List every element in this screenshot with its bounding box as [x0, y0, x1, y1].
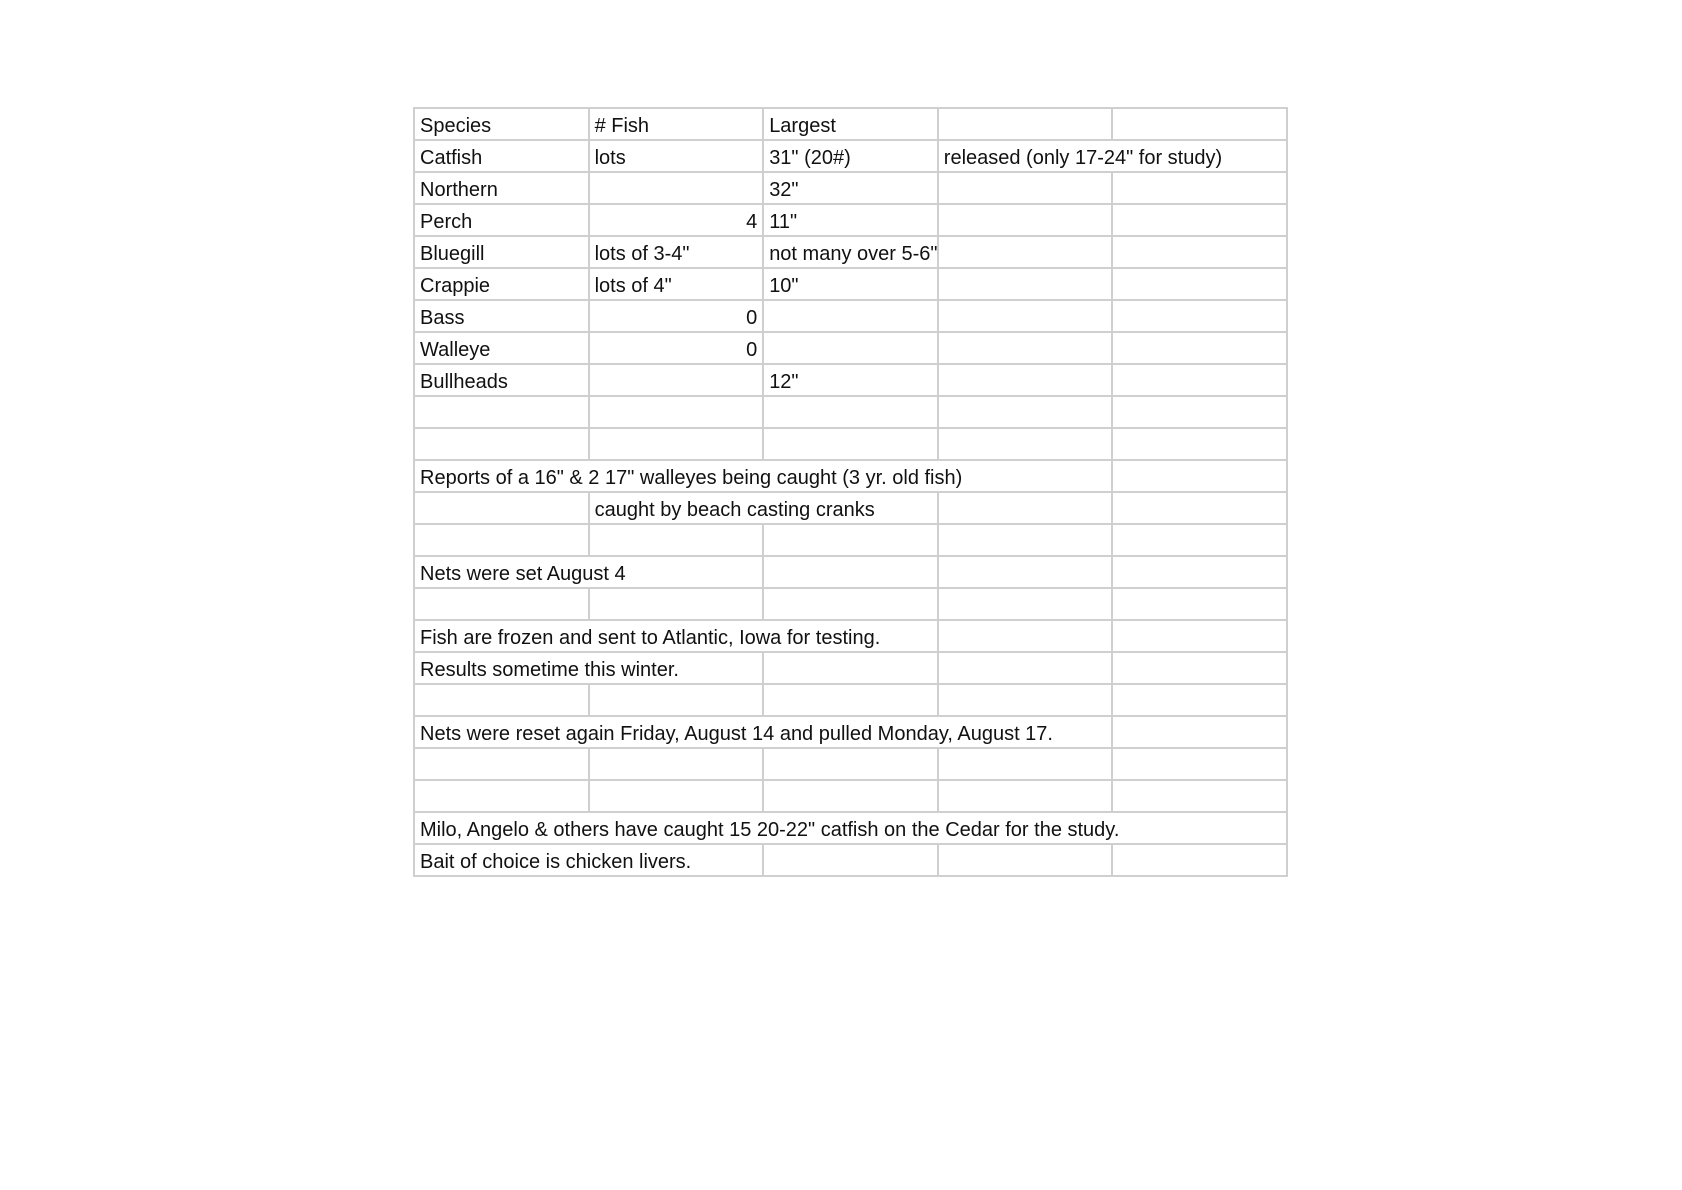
- table-cell[interactable]: 11": [763, 204, 938, 236]
- table-cell[interactable]: [1112, 268, 1287, 300]
- table-cell[interactable]: [589, 588, 764, 620]
- table-cell[interactable]: [589, 748, 764, 780]
- table-cell[interactable]: [1112, 652, 1287, 684]
- table-cell[interactable]: [763, 780, 938, 812]
- table-cell[interactable]: [589, 172, 764, 204]
- table-cell[interactable]: Results sometime this winter.: [414, 652, 763, 684]
- table-cell[interactable]: [589, 684, 764, 716]
- table-cell[interactable]: [763, 396, 938, 428]
- table-cell[interactable]: Bait of choice is chicken livers.: [414, 844, 763, 876]
- table-row: [414, 556, 1287, 588]
- table-cell[interactable]: [938, 204, 1113, 236]
- table-cell[interactable]: [1112, 588, 1287, 620]
- table-row: [414, 236, 1287, 268]
- table-row: [414, 748, 1287, 780]
- table-cell[interactable]: [1112, 492, 1287, 524]
- table-cell[interactable]: Crappie: [414, 268, 589, 300]
- table-row: [414, 428, 1287, 460]
- table-cell[interactable]: 4: [589, 204, 764, 236]
- table-row: [414, 716, 1287, 748]
- table-cell[interactable]: [1112, 332, 1287, 364]
- table-cell[interactable]: 32": [763, 172, 938, 204]
- table-cell[interactable]: released (only 17-24" for study): [938, 140, 1287, 172]
- table-cell[interactable]: Reports of a 16" & 2 17" walleyes being caught (3 yr. old fish): [414, 460, 1112, 492]
- table-row: [414, 812, 1287, 844]
- table-cell[interactable]: [1112, 556, 1287, 588]
- table-cell[interactable]: [1112, 364, 1287, 396]
- table-cell[interactable]: Catfish: [414, 140, 589, 172]
- table-cell[interactable]: Walleye: [414, 332, 589, 364]
- table-cell[interactable]: Nets were reset again Friday, August 14 and pulled Monday, August 17.: [414, 716, 1112, 748]
- table-cell[interactable]: [938, 268, 1113, 300]
- table-cell[interactable]: [1112, 620, 1287, 652]
- table-cell[interactable]: [938, 620, 1113, 652]
- table-cell[interactable]: [1112, 844, 1287, 876]
- table-row: [414, 588, 1287, 620]
- table-cell[interactable]: [414, 780, 589, 812]
- table-cell[interactable]: [589, 524, 764, 556]
- table-cell[interactable]: lots of 4": [589, 268, 764, 300]
- table-cell[interactable]: [589, 428, 764, 460]
- table-cell[interactable]: lots: [589, 140, 764, 172]
- table-row: [414, 364, 1287, 396]
- table-cell[interactable]: 0: [589, 300, 764, 332]
- table-cell[interactable]: [1112, 524, 1287, 556]
- table-row: [414, 172, 1287, 204]
- table-cell[interactable]: Species: [414, 108, 589, 140]
- table-cell[interactable]: [1112, 300, 1287, 332]
- table-cell[interactable]: [414, 748, 589, 780]
- table-cell[interactable]: [763, 748, 938, 780]
- table-row: [414, 780, 1287, 812]
- table-cell[interactable]: [763, 652, 938, 684]
- table-cell[interactable]: [414, 588, 589, 620]
- table-cell[interactable]: [1112, 428, 1287, 460]
- table-cell[interactable]: [938, 108, 1113, 140]
- table-cell[interactable]: [763, 588, 938, 620]
- table-cell[interactable]: Bluegill: [414, 236, 589, 268]
- table-cell[interactable]: [1112, 684, 1287, 716]
- table-cell[interactable]: [938, 524, 1113, 556]
- table-row: [414, 620, 1287, 652]
- table-row: [414, 492, 1287, 524]
- table-cell[interactable]: Perch: [414, 204, 589, 236]
- table-cell[interactable]: caught by beach casting cranks: [589, 492, 938, 524]
- table-row: [414, 268, 1287, 300]
- spreadsheet-body: [414, 108, 1287, 876]
- table-row: [414, 300, 1287, 332]
- table-cell[interactable]: [1112, 716, 1287, 748]
- table-cell[interactable]: [938, 492, 1113, 524]
- table-cell[interactable]: [1112, 108, 1287, 140]
- table-cell[interactable]: [414, 428, 589, 460]
- table-cell[interactable]: [938, 844, 1113, 876]
- table-cell[interactable]: [763, 684, 938, 716]
- table-cell[interactable]: [938, 588, 1113, 620]
- table-row: [414, 332, 1287, 364]
- table-cell[interactable]: [763, 428, 938, 460]
- table-row: [414, 652, 1287, 684]
- spreadsheet-table: [413, 107, 1288, 877]
- table-cell[interactable]: [1112, 396, 1287, 428]
- table-cell[interactable]: [763, 556, 938, 588]
- table-cell[interactable]: [1112, 748, 1287, 780]
- table-cell[interactable]: [414, 524, 589, 556]
- table-cell[interactable]: [938, 684, 1113, 716]
- table-row: [414, 108, 1287, 140]
- table-row: [414, 684, 1287, 716]
- table-row: [414, 844, 1287, 876]
- table-cell[interactable]: [938, 236, 1113, 268]
- table-cell[interactable]: 0: [589, 332, 764, 364]
- table-cell[interactable]: lots of 3-4": [589, 236, 764, 268]
- table-cell[interactable]: [414, 492, 589, 524]
- table-row: [414, 524, 1287, 556]
- table-cell[interactable]: [938, 396, 1113, 428]
- table-cell[interactable]: [938, 172, 1113, 204]
- table-cell[interactable]: 31" (20#): [763, 140, 938, 172]
- table-cell[interactable]: [938, 556, 1113, 588]
- table-cell[interactable]: # Fish: [589, 108, 764, 140]
- table-cell[interactable]: [938, 428, 1113, 460]
- table-cell[interactable]: [763, 844, 938, 876]
- table-cell[interactable]: Largest: [763, 108, 938, 140]
- table-cell[interactable]: [938, 780, 1113, 812]
- table-row: [414, 396, 1287, 428]
- table-row: [414, 204, 1287, 236]
- table-cell[interactable]: [938, 652, 1113, 684]
- table-cell[interactable]: [1112, 460, 1287, 492]
- table-cell[interactable]: [589, 364, 764, 396]
- table-cell[interactable]: [1112, 204, 1287, 236]
- table-cell[interactable]: [1112, 780, 1287, 812]
- table-cell[interactable]: [938, 332, 1113, 364]
- table-cell[interactable]: [414, 396, 589, 428]
- table-cell[interactable]: [414, 684, 589, 716]
- table-cell[interactable]: [1112, 172, 1287, 204]
- table-cell[interactable]: [589, 396, 764, 428]
- table-cell[interactable]: Fish are frozen and sent to Atlantic, Iowa for testing.: [414, 620, 938, 652]
- table-cell[interactable]: [1112, 236, 1287, 268]
- table-cell[interactable]: [763, 300, 938, 332]
- table-cell[interactable]: [763, 524, 938, 556]
- table-row: [414, 140, 1287, 172]
- table-cell[interactable]: 12": [763, 364, 938, 396]
- table-cell[interactable]: Milo, Angelo & others have caught 15 20-22" catfish on the Cedar for the study.: [414, 812, 1287, 844]
- table-cell[interactable]: Bullheads: [414, 364, 589, 396]
- table-cell[interactable]: Nets were set August 4: [414, 556, 763, 588]
- table-cell[interactable]: [938, 748, 1113, 780]
- table-cell[interactable]: Bass: [414, 300, 589, 332]
- table-cell[interactable]: [589, 780, 764, 812]
- table-cell[interactable]: [938, 300, 1113, 332]
- table-cell[interactable]: Northern: [414, 172, 589, 204]
- table-cell[interactable]: not many over 5-6": [763, 236, 938, 268]
- table-cell[interactable]: 10": [763, 268, 938, 300]
- table-cell[interactable]: [763, 332, 938, 364]
- table-row: [414, 460, 1287, 492]
- table-cell[interactable]: [938, 364, 1113, 396]
